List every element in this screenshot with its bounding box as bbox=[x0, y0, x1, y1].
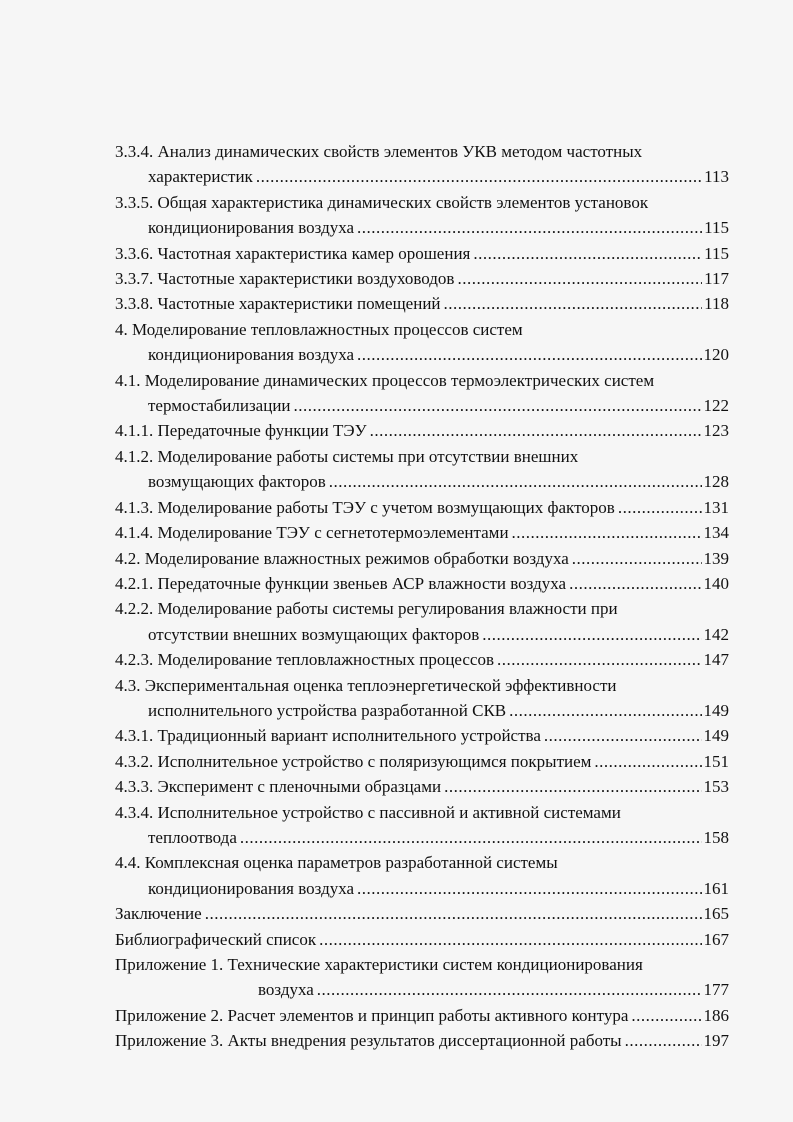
toc-page-number: 151 bbox=[703, 751, 729, 771]
toc-entry-4-3-4 bbox=[115, 800, 729, 851]
toc-entry-title-part1: 4. Моделирование тепловлажностных процессов систем bbox=[115, 319, 523, 339]
toc-entry-leader-line bbox=[115, 266, 729, 291]
toc-entry-leader-line bbox=[115, 977, 729, 1002]
dot-leader bbox=[357, 342, 701, 367]
toc-entry-heading-line bbox=[115, 317, 729, 342]
toc-entry-leader-line bbox=[115, 901, 729, 926]
toc-entry-appendix-1 bbox=[115, 952, 729, 1003]
toc-entry-title-part2: возмущающих факторов bbox=[148, 472, 326, 492]
toc-page-number: 147 bbox=[703, 650, 729, 670]
dot-leader bbox=[618, 495, 702, 520]
toc-entry-title: 4.3.3. Эксперимент с пленочными образцами bbox=[115, 777, 442, 797]
toc-entry-3-3-6 bbox=[115, 241, 729, 266]
toc-entry-title-part1: 4.3. Экспериментальная оценка теплоэнергетической эффективности bbox=[115, 675, 617, 695]
toc-entry-leader-line bbox=[115, 164, 729, 189]
toc-entry-heading-line bbox=[115, 952, 729, 977]
toc-entry-heading-line bbox=[115, 368, 729, 393]
dot-leader bbox=[205, 901, 702, 926]
toc-entry-leader-line bbox=[115, 1003, 729, 1028]
toc-entry-title: 3.3.8. Частотные характеристики помещений bbox=[115, 294, 441, 314]
toc-entry-title-part1: 4.2.2. Моделирование работы системы регулирования влажности при bbox=[115, 599, 618, 619]
toc-page-number: 122 bbox=[703, 396, 729, 416]
dot-leader bbox=[594, 749, 701, 774]
toc-entry-title-part2: теплоотвода bbox=[148, 827, 237, 847]
dot-leader bbox=[319, 927, 701, 952]
toc-entry-leader-line bbox=[115, 774, 729, 799]
toc-page-number: 117 bbox=[704, 269, 729, 289]
toc-entry-heading-line bbox=[115, 596, 729, 621]
toc-entry-title-part2: термостабилизации bbox=[148, 396, 291, 416]
toc-entry-title-part1: 4.4. Комплексная оценка параметров разработанной системы bbox=[115, 853, 558, 873]
toc-entry-heading-line bbox=[115, 850, 729, 875]
toc-entry-leader-line bbox=[115, 418, 729, 443]
toc-entry-title: 4.1.1. Передаточные функции ТЭУ bbox=[115, 421, 367, 441]
toc-page-number: 197 bbox=[703, 1031, 729, 1051]
toc-page-number: 115 bbox=[704, 218, 729, 238]
toc-entry-3-3-7 bbox=[115, 266, 729, 291]
toc-entry-leader-line bbox=[115, 876, 729, 901]
toc-entry-leader-line bbox=[115, 749, 729, 774]
toc-entry-title: Заключение bbox=[115, 904, 202, 924]
toc-entry-4-1-3 bbox=[115, 495, 729, 520]
toc-entry-bibliography bbox=[115, 927, 729, 952]
toc-entry-appendix-2 bbox=[115, 1003, 729, 1028]
toc-entry-title-part1: 4.3.4. Исполнительное устройство с пассивной и активной системами bbox=[115, 802, 621, 822]
toc-entry-title-part1: 3.3.5. Общая характеристика динамических свойств элементов установок bbox=[115, 192, 649, 212]
dot-leader bbox=[444, 774, 701, 799]
toc-entry-title: Приложение 2. Расчет элементов и принцип работы активного контура bbox=[115, 1005, 629, 1025]
toc-page-number: 167 bbox=[703, 929, 729, 949]
toc-entry-leader-line bbox=[115, 469, 729, 494]
toc-entry-heading-line bbox=[115, 800, 729, 825]
toc-page-number: 140 bbox=[703, 573, 729, 593]
dot-leader bbox=[329, 469, 702, 494]
dot-leader bbox=[457, 266, 702, 291]
toc-page-number: 115 bbox=[704, 243, 729, 263]
toc-entry-leader-line bbox=[115, 723, 729, 748]
toc-entry-title: 3.3.6. Частотная характеристика камер орошения bbox=[115, 243, 471, 263]
toc-entry-leader-line bbox=[115, 393, 729, 418]
toc-page-number: 149 bbox=[703, 700, 729, 720]
dot-leader bbox=[572, 546, 702, 571]
toc-entry-4-4 bbox=[115, 850, 729, 901]
toc-entry-heading-line bbox=[115, 139, 729, 164]
toc-entry-title: 4.2.1. Передаточные функции звеньев АСР влажности воздуха bbox=[115, 573, 567, 593]
dot-leader bbox=[473, 241, 702, 266]
toc-page-number: 177 bbox=[703, 980, 729, 1000]
toc-page-number: 113 bbox=[704, 167, 729, 187]
toc-page-number: 118 bbox=[704, 294, 729, 314]
toc-entry-leader-line bbox=[115, 520, 729, 545]
toc-page-number: 131 bbox=[703, 497, 729, 517]
dot-leader bbox=[512, 520, 702, 545]
dot-leader bbox=[497, 647, 702, 672]
dot-leader bbox=[370, 418, 702, 443]
dot-leader bbox=[444, 291, 703, 316]
toc-entry-leader-line bbox=[115, 1028, 729, 1053]
toc-entry-leader-line bbox=[115, 622, 729, 647]
dot-leader bbox=[625, 1028, 702, 1053]
dot-leader bbox=[256, 164, 702, 189]
dot-leader bbox=[569, 571, 701, 596]
toc-entry-title-part2: кондиционирования воздуха bbox=[148, 878, 355, 898]
toc-entry-4-1-2 bbox=[115, 444, 729, 495]
toc-entry-title-part2: кондиционирования воздуха bbox=[148, 345, 355, 365]
toc-entry-title-part2: исполнительного устройства разработанной СКВ bbox=[148, 700, 507, 720]
dot-leader bbox=[240, 825, 702, 850]
toc-page-number: 142 bbox=[703, 624, 729, 644]
toc-entry-leader-line bbox=[115, 825, 729, 850]
toc-entry-3-3-5 bbox=[115, 190, 729, 241]
toc-entry-title-part2: отсутствии внешних возмущающих факторов bbox=[148, 624, 480, 644]
toc-entry-conclusion bbox=[115, 901, 729, 926]
toc-entry-title-part1: Приложение 1. Технические характеристики систем кондиционирования bbox=[115, 955, 643, 974]
toc-entry-leader-line bbox=[115, 571, 729, 596]
dot-leader bbox=[317, 977, 702, 1002]
toc-entry-title: 3.3.7. Частотные характеристики воздуховодов bbox=[115, 269, 455, 289]
toc-entry-title: Приложение 3. Акты внедрения результатов диссертационной работы bbox=[115, 1031, 622, 1051]
toc-entry-4-3-3 bbox=[115, 774, 729, 799]
toc-entry-title: 4.1.3. Моделирование работы ТЭУ с учетом возмущающих факторов bbox=[115, 497, 615, 517]
toc-page-number: 186 bbox=[703, 1005, 729, 1025]
toc-entry-title: Библиографический список bbox=[115, 929, 317, 949]
toc-entry-heading-line bbox=[115, 673, 729, 698]
toc-page-number: 123 bbox=[703, 421, 729, 441]
toc-entry-title: 4.1.4. Моделирование ТЭУ с сегнетотермоэлементами bbox=[115, 523, 509, 543]
toc-entry-title: 4.3.2. Исполнительное устройство с поляризующимся покрытием bbox=[115, 751, 592, 771]
toc-entry-title-part1: 4.1.2. Моделирование работы системы при отсутствии внешних bbox=[115, 446, 579, 466]
toc-page-number: 120 bbox=[703, 345, 729, 365]
table-of-contents bbox=[115, 139, 729, 1054]
toc-entry-4-3-1 bbox=[115, 723, 729, 748]
toc-entry-4-1 bbox=[115, 368, 729, 419]
toc-entry-leader-line bbox=[115, 291, 729, 316]
toc-entry-title: 4.3.1. Традиционный вариант исполнительного устройства bbox=[115, 726, 541, 746]
toc-page-number: 139 bbox=[703, 548, 729, 568]
toc-page-number: 153 bbox=[703, 777, 729, 797]
toc-entry-3-3-4 bbox=[115, 139, 729, 190]
dot-leader bbox=[509, 698, 701, 723]
toc-entry-4-2 bbox=[115, 546, 729, 571]
toc-entry-4-2-1 bbox=[115, 571, 729, 596]
dot-leader bbox=[357, 876, 701, 901]
toc-entry-4-2-2 bbox=[115, 596, 729, 647]
toc-page-number: 161 bbox=[703, 878, 729, 898]
toc-entry-appendix-3 bbox=[115, 1028, 729, 1053]
toc-entry-leader-line bbox=[115, 927, 729, 952]
dot-leader bbox=[631, 1003, 701, 1028]
toc-entry-4-1-1 bbox=[115, 418, 729, 443]
toc-entry-title-part1: 4.1. Моделирование динамических процессов термоэлектрических систем bbox=[115, 370, 655, 390]
toc-entry-title-part2: кондиционирования воздуха bbox=[148, 218, 355, 238]
toc-entry-4-1-4 bbox=[115, 520, 729, 545]
dot-leader bbox=[294, 393, 702, 418]
toc-entry-leader-line bbox=[115, 546, 729, 571]
toc-entry-leader-line bbox=[115, 647, 729, 672]
toc-entry-leader-line bbox=[115, 698, 729, 723]
toc-page-number: 165 bbox=[703, 904, 729, 924]
dot-leader bbox=[357, 215, 702, 240]
toc-page-number: 158 bbox=[703, 827, 729, 847]
toc-entry-title-part2: характеристик bbox=[148, 167, 253, 187]
toc-entry-title-part1: 3.3.4. Анализ динамических свойств элементов УКВ методом частотных bbox=[115, 142, 643, 161]
toc-entry-leader-line bbox=[115, 495, 729, 520]
toc-entry-leader-line bbox=[115, 215, 729, 240]
toc-entry-heading-line bbox=[115, 444, 729, 469]
toc-entry-4-2-3 bbox=[115, 647, 729, 672]
toc-entry-title: 4.2. Моделирование влажностных режимов обработки воздуха bbox=[115, 548, 569, 568]
toc-entry-4 bbox=[115, 317, 729, 368]
toc-page-number: 128 bbox=[703, 472, 729, 492]
toc-entry-leader-line bbox=[115, 241, 729, 266]
toc-entry-4-3-2 bbox=[115, 749, 729, 774]
toc-page-number: 134 bbox=[703, 523, 729, 543]
toc-entry-title: 4.2.3. Моделирование тепловлажностных процессов bbox=[115, 650, 494, 670]
toc-entry-title-part2: воздуха bbox=[258, 980, 314, 1000]
toc-entry-heading-line bbox=[115, 190, 729, 215]
toc-entry-leader-line bbox=[115, 342, 729, 367]
dot-leader bbox=[482, 622, 701, 647]
dot-leader bbox=[544, 723, 702, 748]
toc-page-number: 149 bbox=[703, 726, 729, 746]
toc-entry-3-3-8 bbox=[115, 291, 729, 316]
toc-entry-4-3 bbox=[115, 673, 729, 724]
